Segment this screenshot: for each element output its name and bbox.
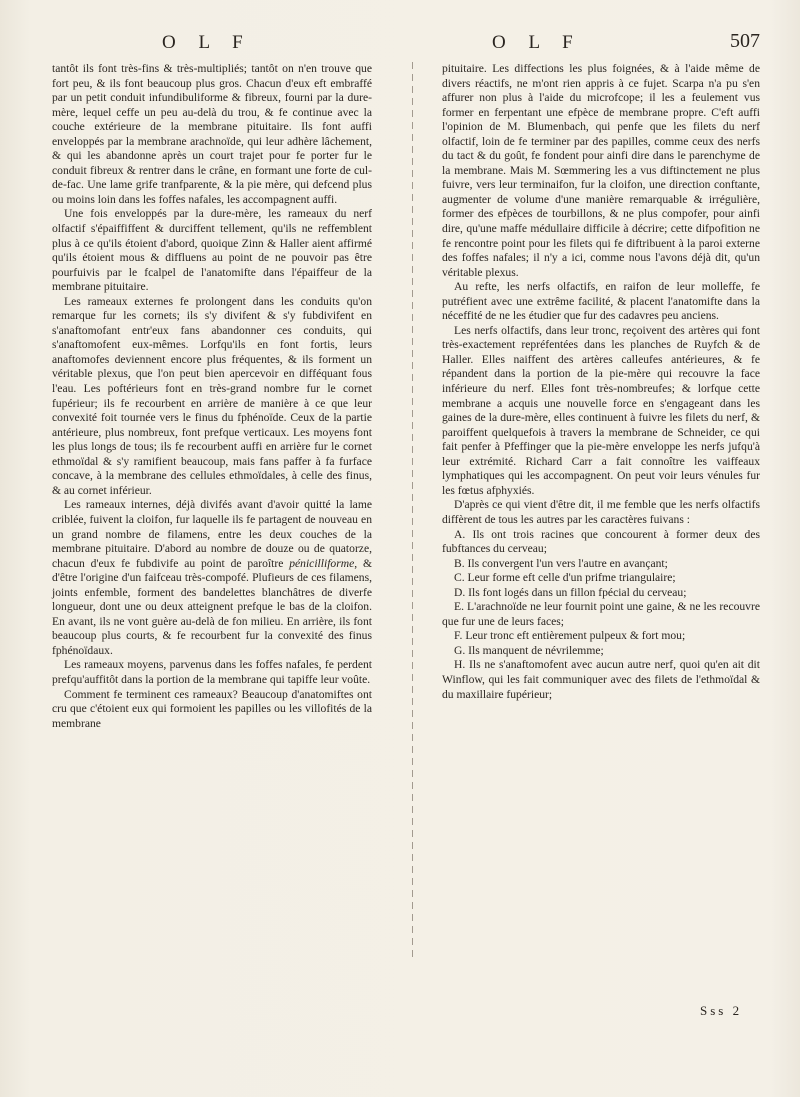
page-number: 507 <box>730 30 760 52</box>
list-item <box>442 644 760 659</box>
paragraph <box>52 207 372 294</box>
paragraph-text: F. Leur tronc eft entièrement pulpeux & fort mou; <box>454 629 686 643</box>
list-item <box>442 528 760 557</box>
header-right-title: O L F <box>492 32 582 53</box>
paragraph <box>52 688 372 732</box>
italic-term: pénicilliforme <box>289 556 355 570</box>
paragraph-text: H. Ils ne s'anaftomofent avec aucun autre nerf, quoi qu'en ait dit Winflow, qui les fait communiquer avec des filets de l'ethmoïdal & du maxillaire fupérieur; <box>442 658 760 701</box>
paragraph <box>442 280 760 324</box>
paragraph-text: C. Leur forme eft celle d'un prifme triangulaire; <box>454 571 676 585</box>
column-divider <box>412 62 413 962</box>
paragraph <box>442 62 760 280</box>
paragraph <box>442 324 760 499</box>
paragraph <box>52 62 372 207</box>
paragraph-text: tantôt ils font très-fins & très-multipliés; tantôt on n'en trouve que fort peu, & ils font beaucoup plus gros. Chacun d'eux eft embraffé par un petit conduit infundibuliforme & fibreux, fourni par la dure-mère, lequel ceffe un peu au-delà du trou, & fe continue avec la couche extérieure de la membrane pituitaire. Ils font auffi enveloppés par la membrane arachnoïde, qui leur adhère lâchement, & qui les abandonne après un court trajet pour fe porter fur le conduit fibreux & rentrer dans le crâne, en formant une forte de cul-de-fac. Une lame grife tranfparente, & la pie mère, qui defcend plus ou moins loin dans les foffes nafales, les accompagnent auffi. <box>52 62 372 206</box>
paragraph <box>52 498 372 658</box>
paragraph <box>52 295 372 499</box>
paragraph-text: Au refte, les nerfs olfactifs, en raifon de leur molleffe, fe putréfient avec une extrême facilité, & placent l'anatomifte dans la néceffité de ne les étudier que fur des cadavres peu anciens. <box>442 280 760 323</box>
list-item <box>442 658 760 702</box>
paragraph-text: Les nerfs olfactifs, dans leur tronc, reçoivent des artères qui font très-exactement repréfentées dans les planches de Ruyfch & de Haller. Elles naiffent des artères calleufes antérieures, & fe répandent dans la portion de la pie-mère qui recouvre la face inférieure du nerf. Elles font très-nombreufes; & lorfque cette membrane a acquis une nouvelle force en s'engageant dans les gaines de la dure-mère, elles continuent à fuivre les filets du nerf, & paroiffent quelquefois à travers la membrane de Schneider, ce qui fait penfer à Pfeffinger que la pie-mère enveloppe les nerfs jufqu'à leur extrémité. Richard Carr a fait connoître les vaiffeaux lymphatiques qui les accompagnent. On peut voir leurs vénules fur les fœtus afphyxiés. <box>442 323 760 497</box>
running-header <box>52 28 760 60</box>
paragraph-text: Comment fe terminent ces rameaux? Beaucoup d'anatomiftes ont cru que c'étoient eux qui formoient les papilles ou les villofités de la membrane <box>52 687 372 730</box>
paragraph <box>442 498 760 527</box>
left-column <box>52 62 372 731</box>
paragraph <box>52 658 372 687</box>
list-item <box>442 586 760 601</box>
paragraph-text: pituitaire. Les diffections les plus foignées, & à l'aide même de divers réactifs, ne m'ont rien appris à ce fujet. Scarpa n'a pu s'en affurer non plus à l'aide du microfcope; il les a feulement vus former en ferpentant une efpèce de membrane propre. C'eft auffi l'opinion de M. Blumenbach, qui penfe que les filets du nerf olfactif, loin de fe terminer par des papilles, comme ceux des nerfs du tact & du goût, fe fondent pour ainfi dire dans le parenchyme de la membrane. Mais M. Sœmmering les a vus diftinctement ne plus fuivre, vers leur terminaifon, fur la cloifon, une direction conftante, augmenter de volume d'une manière remarquable & irrégulière, former des efpèces de tourbillons, & ne plus compofer, pour ainfi dire, qu'une maffe médullaire difficile à décrire; cette difpofition ne fe rencontre point pour les filets qui fe diftribuent à la paroi externe des foffes nafales; il n'y a ici, comme nous l'avons déjà dit, qu'un véritable plexus. <box>442 62 760 279</box>
paragraph-text: Une fois enveloppés par la dure-mère, les rameaux du nerf olfactif s'épaiffiffent & durciffent tellement, qu'ils ne reffemblent plus à ce qu'ils étoient d'abord, quoique Zinn & Haller aient affirmé qu'ils étoient mous & diffluens au point de ne pouvoir pas être pourfuivis par le fcalpel de l'anatomifte dans l'épaiffeur de la membrane pituitaire. <box>52 207 372 294</box>
list-item <box>442 571 760 586</box>
paragraph-text: E. L'arachnoïde ne leur fournit point une gaine, & ne les recouvre que fur une de leurs faces; <box>442 600 760 628</box>
paragraph-text: G. Ils manquent de névrilemme; <box>454 643 604 657</box>
paragraph-text: B. Ils convergent l'un vers l'autre en avançant; <box>454 556 668 570</box>
paragraph-text: Les rameaux internes, déjà divifés avant d'avoir quitté la lame criblée, fuivent la cloifon, fur laquelle ils fe partagent de nouveau en un grand nombre de filamens, entre les deux couches de la membrane pituitaire. D'abord au nombre de douze ou de quatorze, chacun d'eux fe fubdivife au point de paroître <box>52 498 372 570</box>
paragraph-text: D. Ils font logés dans un fillon fpécial du cerveau; <box>454 585 687 599</box>
paragraph-text: Les rameaux moyens, parvenus dans les foffes nafales, fe perdent prefqu'auffitôt dans la portion de la membrane qui tapiffe leur voûte. <box>52 658 372 686</box>
right-column <box>442 62 760 702</box>
list-item <box>442 557 760 572</box>
paragraph-text: A. Ils ont trois racines que concourent à former deux des fubftances du cerveau; <box>442 527 760 556</box>
paragraph-text: , & d'être l'origine d'un faifceau très-compofé. Plufieurs de ces filamens, joints enfemble, forment des bandelettes blanchâtres de diverfe longueur, dont une ou deux atteignent prefque le bas de la cloifon. En avant, ils ne vont guère au-delà de fon milieu. En arrière, ils font beaucoup plus courts, & fe recourbent fur la convexité des finus fphénoïdaux. <box>52 556 372 657</box>
header-left-title: O L F <box>162 32 252 53</box>
paragraph-text: Les rameaux externes fe prolongent dans les conduits qu'on remarque fur les cornets; ils s'y divifent & s'y fubdivifent en s'anaftomofant entr'eux fans abandonner ces conduits, qui s'anaftomofent eux-mêmes. Lorfqu'ils en font fortis, leurs anaftomofes deviennent encore plus fréquentes, & ils forment un véritable plexus, que l'on peut bien apercevoir en difféquant fous l'eau. Les poftérieurs font en très-grand nombre fur le cornet fupérieur; ils fe recourbent en arrière de manière à ce que leur convexité foit tournée vers le finus du fphénoïde. Ceux de la partie antérieure, plus nombreux, font prefque verticaux. Les moyens font les plus longs de tous; ils fe recourbent auffi en arrière fur le cornet ethmoïdal & s'y ramifient beaucoup, mais fans paffer à fa furface concave, à la membrane des cellules ethmoïdales, à celle des finus, & au cornet inférieur. <box>52 294 372 497</box>
signature-mark: Sss 2 <box>700 1003 743 1018</box>
list-item <box>442 629 760 644</box>
list-item <box>442 600 760 629</box>
paragraph-text: D'après ce qui vient d'être dit, il me femble que les nerfs olfactifs diffèrent de tous les autres par les caractères fuivans : <box>442 498 760 526</box>
